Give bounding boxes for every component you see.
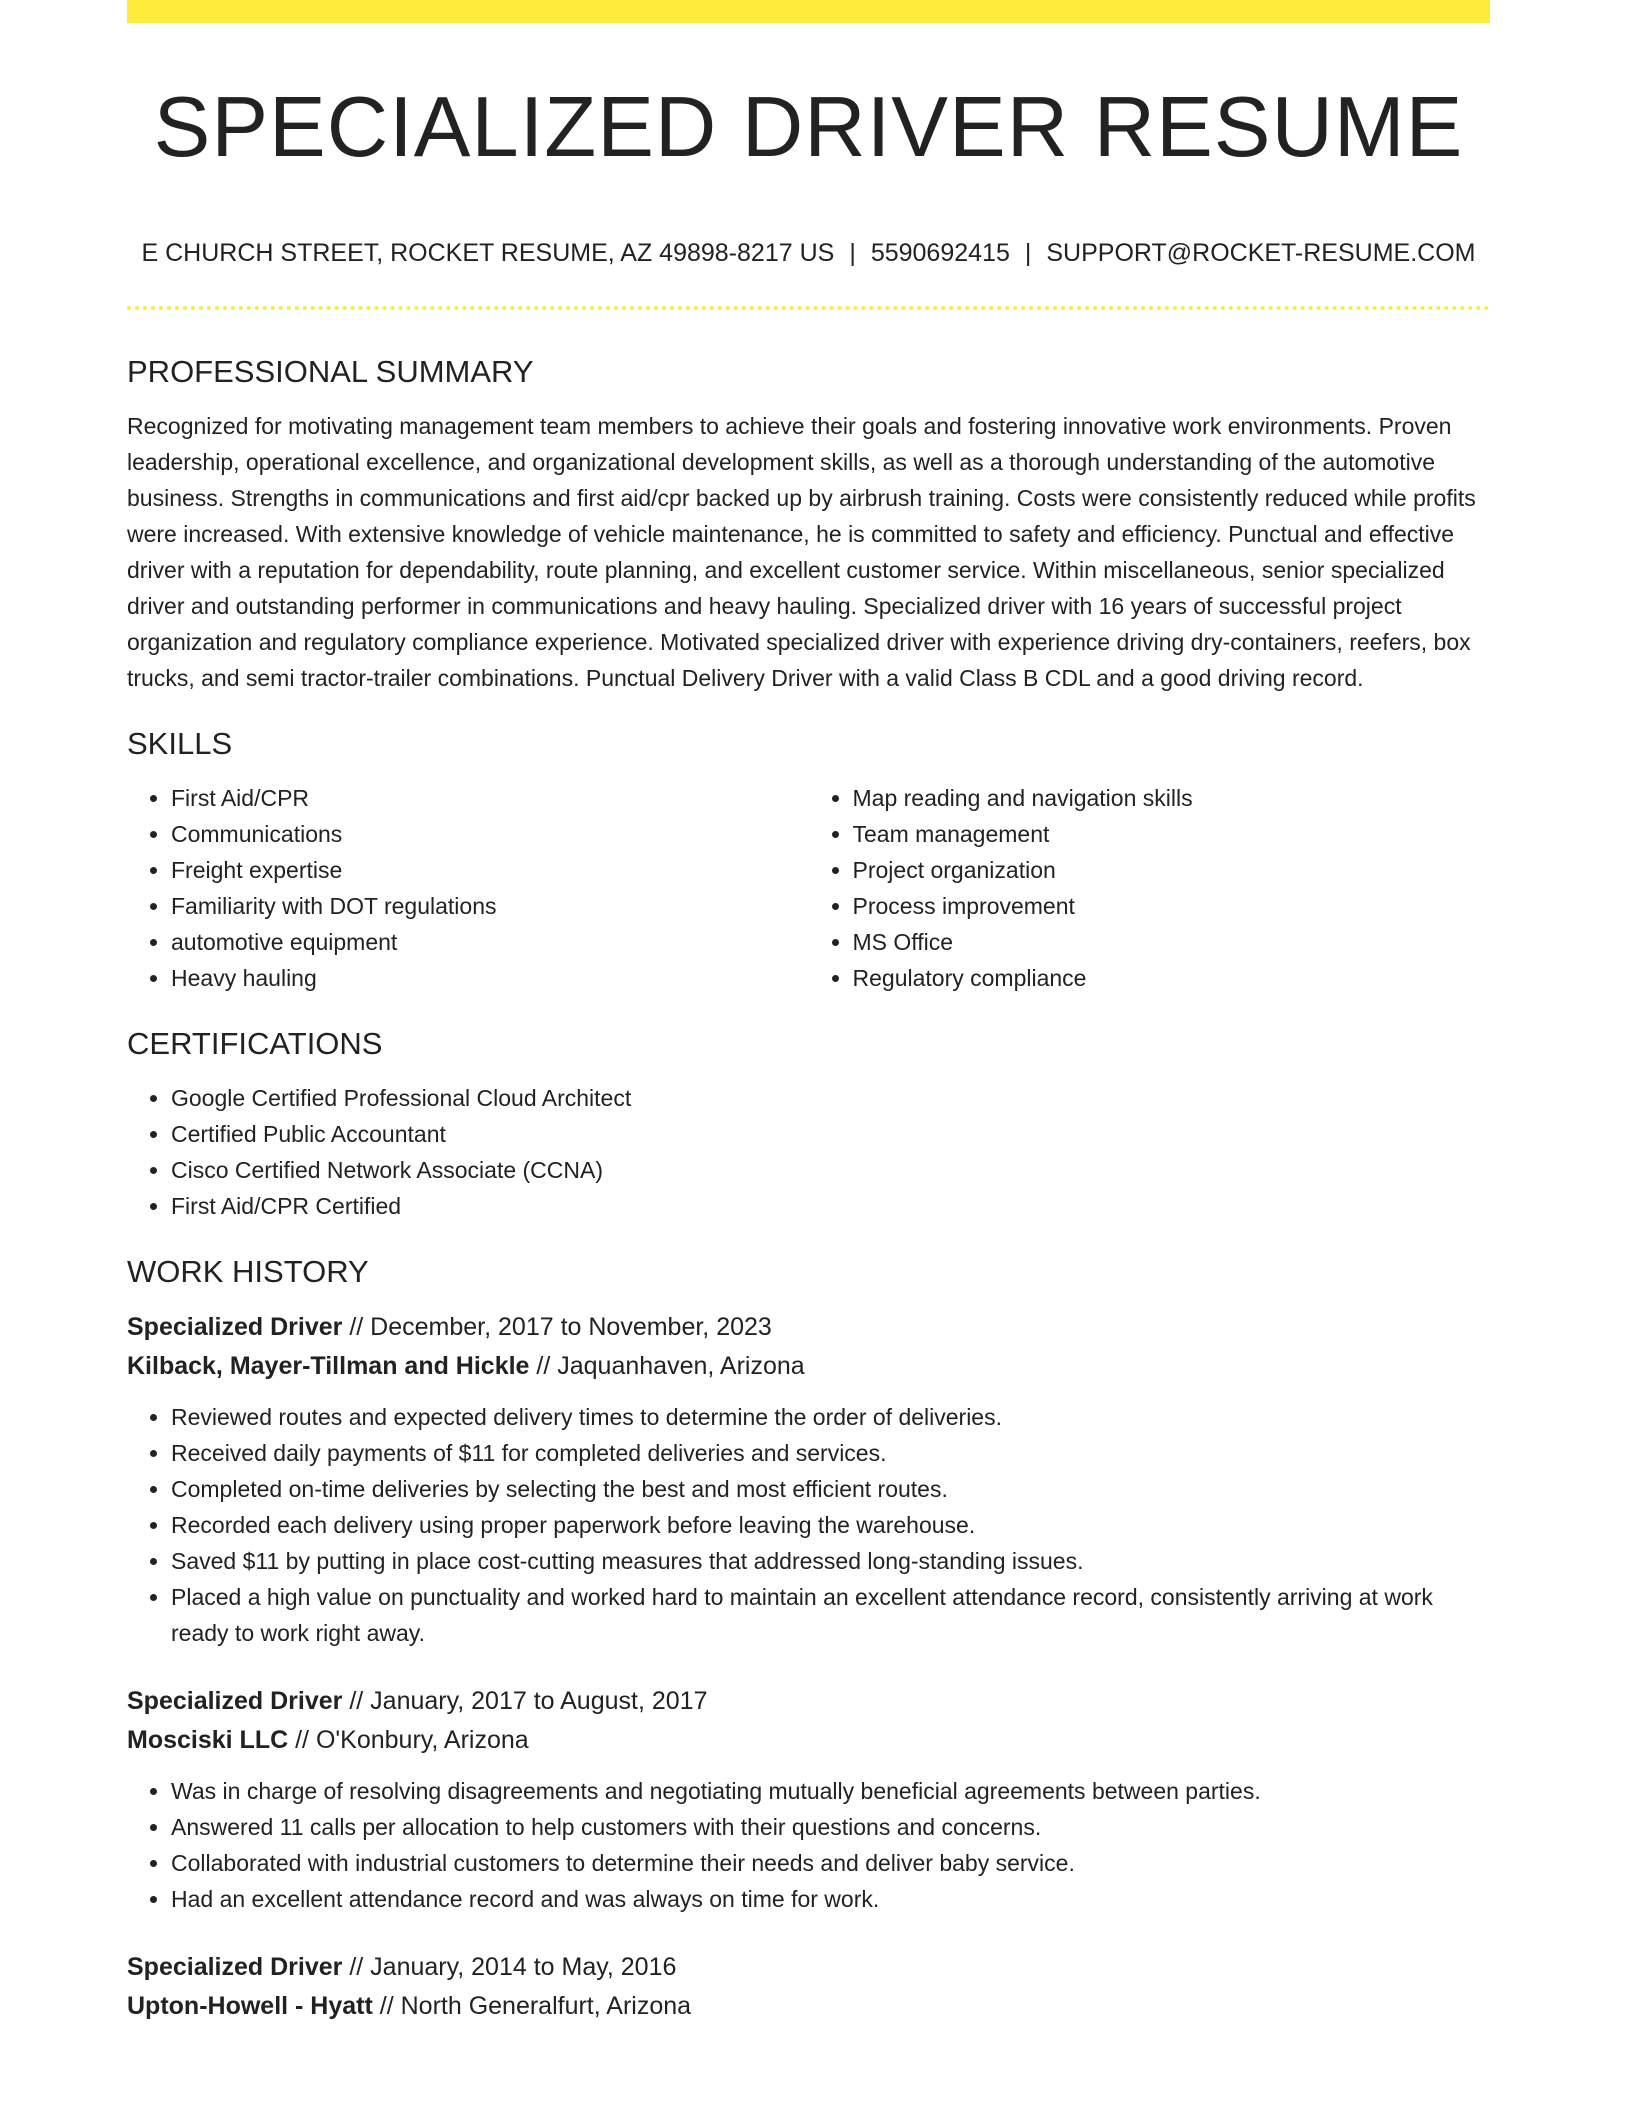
job-bullet: • Reviewed routes and expected delivery times to determine the order of deliveries.: [171, 1399, 1490, 1435]
skills-right-list: [809, 780, 1491, 996]
certification-item: • Google Certified Professional Cloud Architect: [171, 1080, 1490, 1116]
contact-separator: |: [849, 239, 856, 267]
job-bullet: • Completed on-time deliveries by selecting the best and most efficient routes.: [171, 1471, 1490, 1507]
certification-item: • Certified Public Accountant: [171, 1116, 1490, 1152]
job-bullet: • Recorded each delivery using proper paperwork before leaving the warehouse.: [171, 1507, 1490, 1543]
job-title-line: [127, 1308, 1490, 1347]
summary-section: [127, 350, 1490, 696]
job-title-line: [127, 1682, 1490, 1721]
skills-heading: SKILLS: [127, 726, 233, 761]
skill-item: • automotive equipment: [171, 924, 809, 960]
job-company-line: [127, 1721, 1490, 1760]
job-bullet: • Was in charge of resolving disagreements and negotiating mutually beneficial agreements between parties.: [171, 1773, 1490, 1809]
accent-top-bar: [127, 0, 1490, 23]
skill-item: • Communications: [171, 816, 809, 852]
skill-item: • Regulatory compliance: [853, 960, 1491, 996]
job-title-line: [127, 1948, 1490, 1987]
job-location: // O'Konbury, Arizona: [288, 1726, 529, 1754]
skill-item: • Heavy hauling: [171, 960, 809, 996]
job-bullet-list: [127, 1773, 1490, 1917]
job-bullet: • Placed a high value on punctuality and worked hard to maintain an excellent attendance record, consistently arriving at work ready to work right away.: [171, 1579, 1490, 1651]
contact-phone: 5590692415: [870, 239, 1010, 267]
summary-text: Recognized for motivating management team members to achieve their goals and fostering innovative work environments. Proven leadership, operational excellence, and organizational development skills, as well as a thorough understanding of the automotive business. Strengths in communications and first aid/cpr backed up by airbrush training. Costs were consistently reduced while profits were increased. With extensive knowledge of vehicle maintenance, he is committed to safety and efficiency. Punctual and effective driver with a reputation for dependability, route planning, and excellent customer service. Within miscellaneous, senior specialized driver and outstanding performer in communications and heavy hauling. Specialized driver with 16 years of successful project organization and regulatory compliance experience. Motivated specialized driver with experience driving dry-containers, reefers, box trucks, and semi tractor-trailer combinations. Punctual Delivery Driver with a valid Class B CDL and a good driving record.: [127, 413, 1476, 691]
resume-title: SPECIALIZED DRIVER RESUME: [153, 80, 1464, 175]
job-title: Specialized Driver: [127, 1313, 343, 1341]
resume-content: [127, 350, 1490, 2026]
skill-item: • Project organization: [853, 852, 1491, 888]
contact-email: SUPPORT@ROCKET-RESUME.COM: [1046, 239, 1476, 267]
job-location: // North Generalfurt, Arizona: [372, 1992, 692, 2020]
skill-item: • Familiarity with DOT regulations: [171, 888, 809, 924]
contact-separator: |: [1024, 239, 1032, 267]
job-bullet-list: [127, 1399, 1490, 1651]
skill-item: • Map reading and navigation skills: [853, 780, 1491, 816]
contact-line: [127, 238, 1490, 268]
job-bullet: • Received daily payments of $11 for completed deliveries and services.: [171, 1435, 1490, 1471]
job-company: Kilback, Mayer-Tillman and Hickle: [127, 1352, 530, 1380]
certifications-list: [127, 1080, 1490, 1224]
job-dates: // December, 2017 to November, 2023: [342, 1313, 772, 1341]
certification-item: • Cisco Certified Network Associate (CCNA): [171, 1152, 1490, 1188]
job-entry: [127, 1948, 1490, 2026]
job-bullet: • Collaborated with industrial customers to determine their needs and deliver baby service.: [171, 1845, 1490, 1881]
job-company: Mosciski LLC: [127, 1726, 289, 1754]
contact-address: E CHURCH STREET, ROCKET RESUME, AZ 49898-8217 US: [141, 239, 835, 267]
work-history-heading: WORK HISTORY: [127, 1254, 369, 1289]
job-entry: [127, 1682, 1490, 1917]
skill-item: • First Aid/CPR: [171, 780, 809, 816]
job-bullet: • Answered 11 calls per allocation to help customers with their questions and concerns.: [171, 1809, 1490, 1845]
dotted-divider: [127, 306, 1490, 310]
job-entry: [127, 1308, 1490, 1651]
summary-heading: PROFESSIONAL SUMMARY: [127, 354, 534, 389]
skills-section: [127, 722, 1490, 996]
job-bullet: • Saved $11 by putting in place cost-cutting measures that addressed long-standing issues.: [171, 1543, 1490, 1579]
job-company-line: [127, 1987, 1490, 2026]
skill-item: • Freight expertise: [171, 852, 809, 888]
skills-columns: [127, 780, 1490, 996]
skill-item: • Process improvement: [853, 888, 1491, 924]
job-company-line: [127, 1347, 1490, 1386]
job-title: Specialized Driver: [127, 1953, 343, 1981]
work-history-section: [127, 1250, 1490, 2026]
certifications-heading: CERTIFICATIONS: [127, 1026, 383, 1061]
certification-item: • First Aid/CPR Certified: [171, 1188, 1490, 1224]
certifications-section: [127, 1022, 1490, 1224]
skill-item: • Team management: [853, 816, 1491, 852]
job-dates: // January, 2014 to May, 2016: [342, 1953, 677, 1981]
job-location: // Jaquanhaven, Arizona: [529, 1352, 805, 1380]
job-bullet: • Had an excellent attendance record and was always on time for work.: [171, 1881, 1490, 1917]
job-dates: // January, 2017 to August, 2017: [342, 1687, 708, 1715]
skills-left-list: [127, 780, 809, 996]
skill-item: • MS Office: [853, 924, 1491, 960]
job-title: Specialized Driver: [127, 1687, 343, 1715]
job-company: Upton-Howell - Hyatt: [127, 1992, 373, 2020]
